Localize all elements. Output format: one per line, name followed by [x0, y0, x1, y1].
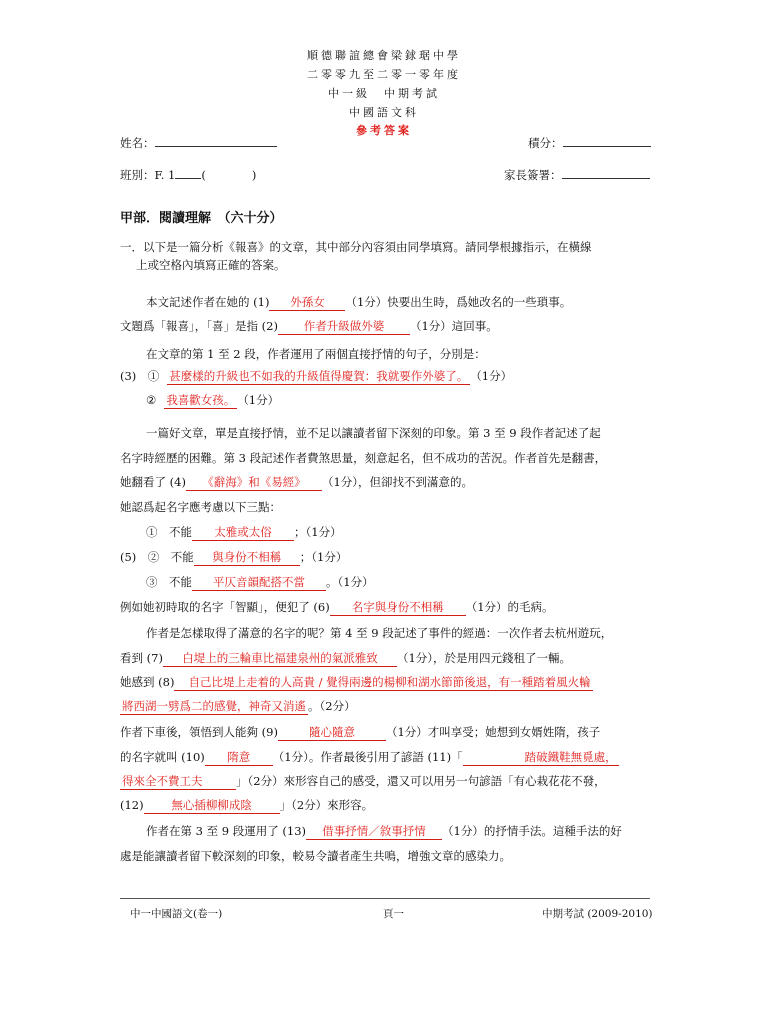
footer-rule — [120, 898, 650, 899]
subject-title: 中國語文科 — [349, 106, 419, 119]
class-blank — [175, 166, 201, 179]
answer-13: 借事抒情／敘事抒情 — [306, 823, 442, 840]
answer-9: 隨心隨意 — [278, 724, 386, 741]
parent-label: 家長簽署： — [504, 168, 562, 182]
answer-4: 《辭海》和《易經》 — [186, 474, 322, 491]
footer-left: 中一中國語文(卷一) — [130, 908, 223, 920]
answer-5b: 與身份不相稱 — [194, 549, 300, 566]
exam-title: 中一級 中期考試 — [328, 87, 440, 100]
blank-3a-line: (3) ① 甚麼樣的升級也不如我的升級值得慶賀：我就要作外婆了。 （1分） — [120, 369, 513, 383]
paragraph-line: 作者是怎樣取得了滿意的名字的呢？第 4 至 9 段記述了事件的經過：一次作者去杭州遊玩， — [146, 626, 613, 640]
paragraph-line: 處是能讓讀者留下較深刻的印象，較易令讀者產生共鳴，增強文章的感染力。 — [120, 849, 511, 863]
paragraph-line: 一篇好文章，單是直接抒情，並不足以讓讀者留下深刻的印象。第 3 至 9 段作者記述了起 — [146, 426, 601, 440]
answer-5c: 平仄音韻配搭不當 — [192, 574, 326, 591]
blank-12-line: (12) 無心插柳柳成陰 」（2分）來形容。 — [120, 798, 374, 812]
blank-8-line-2: 將西湖一劈爲二的感覺，神奇又消遙 。（2分） — [122, 699, 356, 713]
blank-8-line: 她感到 (8) 自己比堤上走着的人高貴 / 覺得兩邊的楊柳和湖水節節後退，有一種踏着風火輪 — [120, 675, 591, 689]
blank-11-line-2: 得來全不費工夫 」（2分）來形容自己的感受，還又可以用另一句諺語「有心栽花花不發， — [122, 774, 606, 788]
score-label: 積分： — [528, 136, 563, 150]
blank-13-line: 作者在第 3 至 9 段運用了 (13) 借事抒情／敘事抒情 （1分）的抒情手法。這種手法的好 — [146, 824, 622, 838]
blank-10-11-line: 的名字就叫 (10) 隋意 （1分）。作者最後引用了諺語 (11)「 踏破鐵鞋無覓處， — [120, 750, 617, 764]
naming-criteria-intro: 她認爲起名字應考慮以下三點： — [120, 500, 281, 514]
parent-blank — [562, 166, 650, 179]
name-blank — [155, 134, 277, 147]
school-year: 二零零九至二零一零年度 — [307, 68, 461, 81]
class-label: 班別：F. 1 — [120, 168, 176, 182]
class-field — [120, 166, 256, 183]
answer-5a: 太雅或太俗 — [192, 524, 294, 541]
name-field — [120, 134, 277, 151]
blank-3b-line: ② 我喜歡女孩。 （1分） — [146, 393, 280, 407]
blank-5c-line: ③ 不能 平仄音韻配搭不當 。（1分） — [146, 575, 374, 589]
blank-7-line: 看到 (7) 白堤上的三輪車比福建泉州的氣派雅致 （1分），於是用四元錢租了一輛。 — [120, 651, 572, 665]
blank-6-line: 例如她初時取的名字「智顯」，便犯了 (6) 名字與身份不相稱 （1分）的毛病。 — [120, 600, 554, 614]
blank-9-line: 作者下車後，領悟到人能夠 (9) 隨心隨意 （1分）才叫享受；她想到女婿姓隋，孩子 — [120, 725, 601, 739]
blank-5a-line: ① 不能 太雅或太俗 ；（1分） — [146, 525, 342, 539]
class-number-open: ( — [201, 168, 206, 182]
instruction-line-2: 上或空格內填寫正確的答案。 — [136, 258, 286, 272]
name-label: 姓名： — [120, 136, 155, 150]
class-number-close: ) — [251, 168, 257, 182]
answer-6: 名字與身份不相稱 — [330, 599, 466, 616]
paragraph-line: 名字時經歷的困難。第 3 段記述作者費煞思量，刻意起名，但不成功的苦況。作者首先是翻書， — [120, 451, 607, 465]
answer-12: 無心插柳柳成陰 — [144, 797, 280, 814]
parent-signature-field — [504, 166, 650, 183]
answer-3a: 甚麼樣的升級也不如我的升級值得慶賀：我就要作外婆了。 — [169, 369, 469, 383]
answer-2: 作者升級做外婆 — [278, 318, 410, 335]
score-field — [528, 134, 651, 151]
answer-7: 白堤上的三輪車比福建泉州的氣派雅致 — [163, 650, 397, 667]
answer-11-part-2: 得來全不費工夫 — [120, 773, 236, 790]
blank-5b-line: (5) ② 不能 與身份不相稱 ；（1分） — [120, 550, 348, 564]
section-title: 甲部．閱讀理解 （六十分） — [120, 211, 283, 226]
direct-lyric-intro: 在文章的第 1 至 2 段，作者運用了兩個直接抒情的句子，分別是： — [146, 347, 486, 361]
school-name: 順德聯誼總會梁銶琚中學 — [307, 49, 461, 62]
answer-11-part-1: 踏破鐵鞋無覓處， — [463, 749, 619, 766]
instruction-line-1: 一．以下是一篇分析《報喜》的文章，其中部分內容須由同學填寫。請同學根據指示，在橫線 — [120, 240, 592, 254]
score-blank — [563, 134, 651, 147]
blank-2-line: 文題爲「報喜」，「喜」是指 (2) 作者升級做外婆 （1分）這回事。 — [120, 319, 498, 333]
answer-1: 外孫女 — [269, 294, 345, 311]
blank-1-line: 本文記述作者在她的 (1) 外孫女 （1分）快要出生時，爲她改名的一些瑣事。 — [146, 295, 572, 309]
answer-3b: 我喜歡女孩。 — [166, 393, 236, 407]
footer-page-number: 頁一 — [383, 908, 404, 920]
blank-4-line: 她翻看了 (4) 《辭海》和《易經》 （1分），但卻找不到滿意的。 — [120, 475, 474, 489]
answer-8-part-1: 自己比堤上走着的人高貴 / 覺得兩邊的楊柳和湖水節節後退，有一種踏着風火輪 — [174, 674, 592, 691]
footer-right: 中期考試 (2009-2010) — [542, 908, 653, 920]
answer-key-label: 參考答案 — [356, 124, 412, 137]
answer-8-part-2: 將西湖一劈爲二的感覺，神奇又消遙 — [122, 699, 306, 713]
answer-10: 隋意 — [205, 749, 273, 766]
